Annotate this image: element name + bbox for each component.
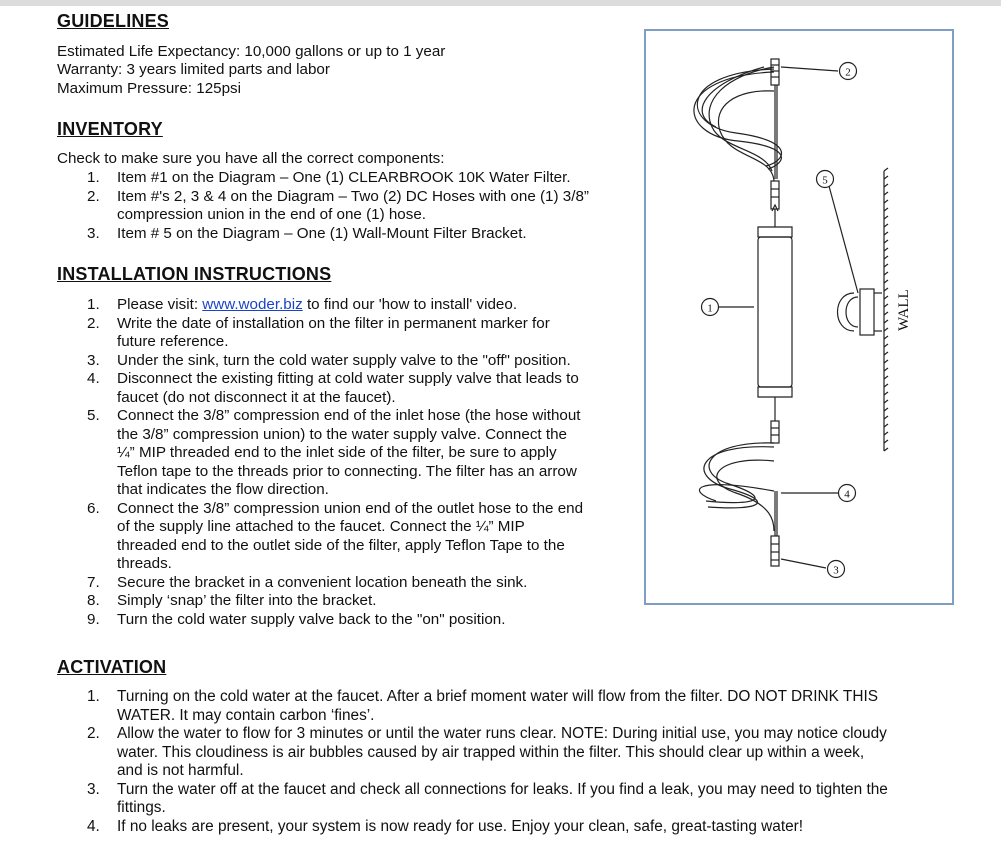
guideline-life-expectancy: Estimated Life Expectancy: 10,000 gallons or up to 1 year bbox=[57, 43, 446, 60]
svg-text:4: 4 bbox=[844, 488, 850, 501]
installation-step: 5. Connect the 3/8” compression end of the inlet hose (the hose without the 3/8” compression union) to the water supply valve. Connect the ¼” MIP threaded end to the inlet side of the filter, be sure to apply Teflon tape to the threads prior to connecting. The filter has an arrow that indicates the flow direction. bbox=[87, 407, 581, 498]
callout-2 bbox=[840, 63, 857, 80]
activation-heading: ACTIVATION bbox=[57, 657, 167, 677]
bottom-hose-coil bbox=[699, 443, 779, 566]
svg-text:1: 1 bbox=[707, 302, 713, 315]
installation-step: 1. Please visit: www.woder.biz to find our 'how to install' video. bbox=[87, 296, 518, 313]
callout-4 bbox=[839, 485, 856, 502]
installation-list bbox=[57, 296, 583, 629]
inventory-item: 3. Item # 5 on the Diagram – One (1) Wall-Mount Filter Bracket. bbox=[87, 224, 527, 242]
inventory-intro: Check to make sure you have all the correct components: bbox=[57, 150, 445, 167]
inventory-list bbox=[57, 169, 589, 243]
svg-text:5: 5 bbox=[822, 174, 828, 187]
top-fitting bbox=[771, 59, 779, 227]
activation-step: 4. If no leaks are present, your system is now ready for use. Enjoy your clean, safe, great-tasting water! bbox=[87, 817, 804, 835]
activation-list bbox=[57, 688, 888, 836]
wall bbox=[884, 168, 912, 451]
guideline-warranty: Warranty: 3 years limited parts and labor bbox=[57, 61, 330, 78]
filter-diagram-panel bbox=[644, 29, 954, 605]
callout-5 bbox=[817, 171, 834, 188]
inventory-heading: INVENTORY bbox=[57, 119, 163, 139]
installation-step: 3. Under the sink, turn the cold water supply valve to the "off" position. bbox=[87, 351, 571, 369]
installation-step: 2. Write the date of installation on the filter in permanent marker for future reference. bbox=[87, 314, 550, 350]
guideline-max-pressure: Maximum Pressure: 125psi bbox=[57, 80, 242, 97]
filter-cartridge bbox=[758, 227, 792, 443]
wall-bracket bbox=[838, 289, 883, 335]
inventory-item: 1. Item #1 on the Diagram – One (1) CLEARBROOK 10K Water Filter. bbox=[87, 169, 571, 186]
filter-installation-diagram bbox=[646, 31, 952, 603]
svg-text:2: 2 bbox=[845, 66, 851, 79]
callout-leaders bbox=[718, 67, 858, 568]
activation-step: 2. Allow the water to flow for 3 minutes or until the water runs clear. NOTE: During initial use, you may notice cloudy water. This cloudiness is air bubbles caused by air trapped within the filter. This should clear up within a week, and is not harmful. bbox=[87, 725, 887, 779]
wall-label: WALL bbox=[896, 289, 912, 331]
top-hose-coil bbox=[694, 67, 782, 181]
installation-step: 4. Disconnect the existing fitting at cold water supply valve that leads to faucet (do not disconnect it at the faucet). bbox=[87, 370, 579, 406]
installation-step: 8. Simply ‘snap’ the filter into the bracket. bbox=[87, 592, 377, 609]
callout-1 bbox=[702, 299, 719, 316]
callout-3 bbox=[828, 561, 845, 578]
installation-step: 7. Secure the bracket in a convenient location beneath the sink. bbox=[87, 573, 528, 591]
guidelines-heading: GUIDELINES bbox=[57, 11, 170, 31]
installation-heading: INSTALLATION INSTRUCTIONS bbox=[57, 264, 332, 284]
page-top-edge bbox=[0, 0, 1001, 6]
installation-step: 6. Connect the 3/8” compression union end of the outlet hose to the end of the supply line attached to the faucet. Connect the ¼” MIP threaded end to the outlet side of the filter, apply Teflon Tape to the threads. bbox=[87, 499, 584, 572]
activation-step: 1. Turning on the cold water at the faucet. After a brief moment water will flow from the filter. DO NOT DRINK THIS WATER. It may contain carbon ‘fines’. bbox=[87, 688, 878, 724]
inventory-item: 2. Item #'s 2, 3 & 4 on the Diagram – Two (2) DC Hoses with one (1) 3/8” compression union in the end of one (1) hose. bbox=[87, 187, 589, 223]
woder-website-link[interactable]: www.woder.biz bbox=[202, 296, 303, 313]
installation-step: 9. Turn the cold water supply valve back to the "on" position. bbox=[87, 610, 506, 628]
activation-step: 3. Turn the water off at the faucet and check all connections for leaks. If you find a leak, you may need to tighten the fittings. bbox=[87, 780, 888, 816]
svg-text:3: 3 bbox=[833, 564, 839, 577]
